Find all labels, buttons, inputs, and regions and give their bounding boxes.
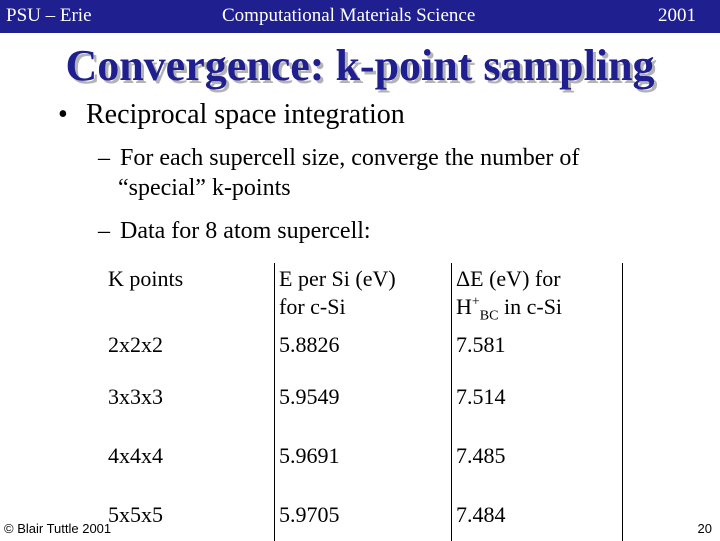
cell-kpoints: 2x2x2 bbox=[108, 332, 163, 357]
header-energy-line2: for c-Si bbox=[279, 294, 346, 319]
header-course: Computational Materials Science bbox=[222, 5, 476, 26]
header-bar bbox=[0, 0, 720, 33]
bullet-marker: • bbox=[58, 99, 68, 130]
table-row bbox=[106, 331, 623, 375]
cell-energy: 5.9705 bbox=[275, 493, 452, 541]
cell-energy: 5.9691 bbox=[275, 434, 452, 493]
sub-bullet-1-line2: “special” k-points bbox=[118, 175, 291, 201]
cell-kpoints: 5x5x5 bbox=[108, 502, 163, 527]
cell-energy: 5.9549 bbox=[275, 375, 452, 434]
sub-bullet-1-line1: For each supercell size, converge the number of bbox=[120, 145, 580, 171]
kpoint-table bbox=[106, 263, 623, 541]
charge-superscript: + bbox=[471, 294, 480, 310]
header-delta-line1: ΔE (eV) for bbox=[456, 266, 561, 291]
cell-delta: 7.485 bbox=[452, 434, 623, 493]
sub-bullet-2-text: Data for 8 atom supercell: bbox=[120, 218, 371, 244]
sub-bullet-1 bbox=[98, 143, 698, 203]
sub-bullet-2 bbox=[98, 216, 371, 246]
slide-title: Convergence: k-point sampling bbox=[65, 41, 655, 90]
header-kpoints: K points bbox=[108, 266, 184, 291]
cell-kpoints: 4x4x4 bbox=[108, 443, 163, 468]
table-row bbox=[106, 493, 623, 541]
header-delta-energy bbox=[452, 263, 623, 331]
header-year: 2001 bbox=[658, 5, 696, 26]
table-row bbox=[106, 434, 623, 493]
table-header-row bbox=[106, 263, 623, 331]
header-delta-rest: in c-Si bbox=[498, 294, 563, 319]
cell-delta: 7.514 bbox=[452, 375, 623, 434]
header-energy bbox=[275, 263, 452, 331]
hydrogen-symbol: H bbox=[456, 294, 472, 319]
site-subscript: BC bbox=[479, 308, 499, 324]
main-bullet-text: Reciprocal space integration bbox=[86, 99, 405, 130]
main-bullet bbox=[58, 98, 405, 132]
dash-marker: – bbox=[98, 218, 110, 244]
cell-energy: 5.8826 bbox=[275, 331, 452, 375]
table-row bbox=[106, 375, 623, 434]
cell-delta: 7.484 bbox=[452, 493, 623, 541]
header-delta-line2 bbox=[456, 293, 622, 324]
page-number: 20 bbox=[697, 521, 712, 536]
cell-kpoints: 3x3x3 bbox=[108, 384, 163, 409]
cell-delta: 7.581 bbox=[452, 331, 623, 375]
header-institution: PSU – Erie bbox=[6, 5, 92, 26]
dash-marker: – bbox=[98, 145, 110, 171]
header-energy-line1: E per Si (eV) bbox=[279, 266, 396, 291]
footer-credit: © Blair Tuttle 2001 bbox=[4, 521, 112, 536]
